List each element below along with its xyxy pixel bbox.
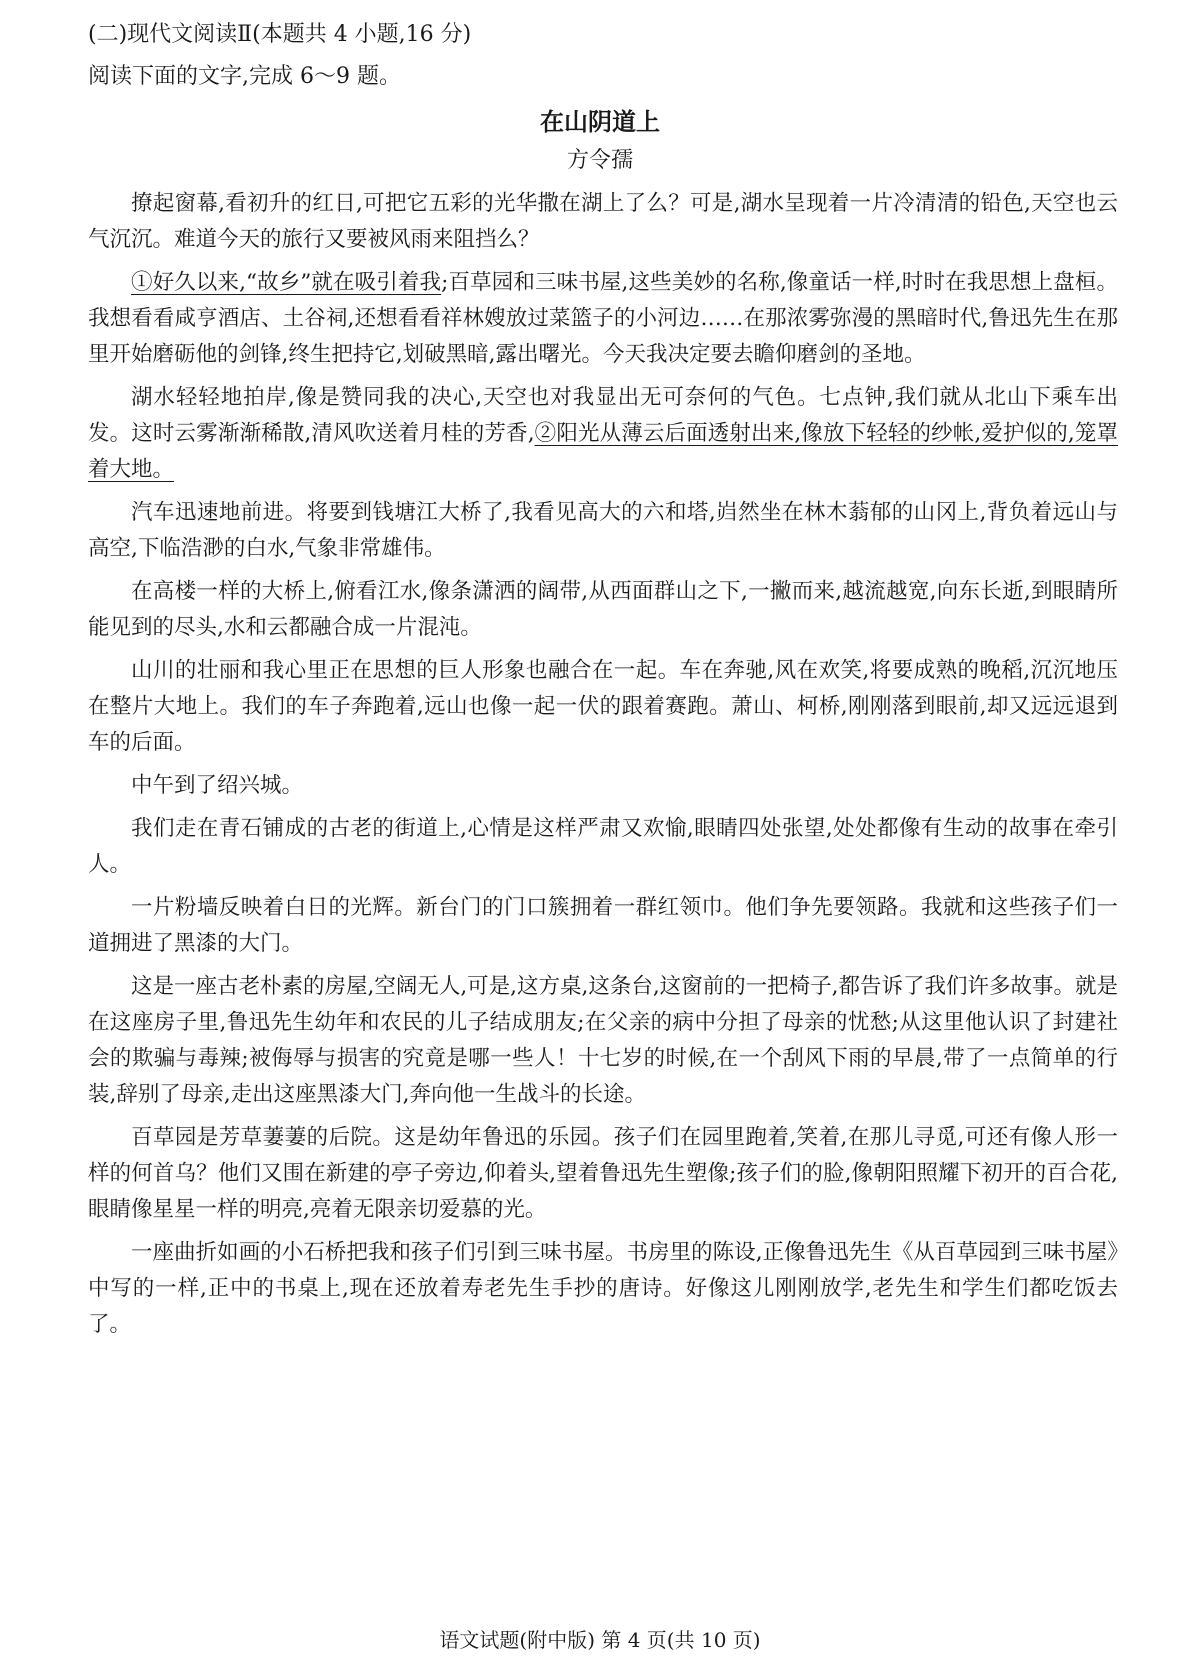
- marked-sentence-1: ①好久以来,“故乡”就在吸引着我: [131, 270, 442, 295]
- paragraph-3-text: 湖水轻轻地拍岸,像是赞同我的决心,天空也对我显出无可奈何的气色。七点钟,我们就从北山下乘车出发。这时云雾渐渐稀散,清风吹送着月桂的芳香,: [88, 385, 1118, 446]
- reading-instruction: 阅读下面的文字,完成 6～9 题。: [88, 64, 401, 89]
- paragraph-2: [88, 265, 1118, 373]
- paragraph-1: 撩起窗幕,看初升的红日,可把它五彩的光华撒在湖上了么？可是,湖水呈现着一片冷清清的铅色,天空也云气沉沉。难道今天的旅行又要被风雨来阻挡么？: [88, 191, 1118, 252]
- paragraph-11: 百草园是芳草萋萋的后院。这是幼年鲁迅的乐园。孩子们在园里跑着,笑着,在那儿寻觅,可还有像人形一样的何首乌？他们又围在新建的亭子旁边,仰着头,望着鲁迅先生塑像;孩子们的脸,像朝阳照耀下初开的百合花,眼睛像星星一样的明亮,亮着无限亲切爱慕的光。: [88, 1125, 1118, 1222]
- paragraph-6: 山川的壮丽和我心里正在思想的巨人形象也融合在一起。车在奔驰,风在欢笑,将要成熟的晚稻,沉沉地压在整片大地上。我们的车子奔跑着,远山也像一起一伏的跟着赛跑。萧山、柯桥,刚刚落到眼前,却又远远退到车的后面。: [88, 658, 1118, 755]
- paragraph-2-rest: ;百草园和三味书屋,这些美妙的名称,像童话一样,时时在我思想上盘桓。我想看看咸亨酒店、土谷祠,还想看看祥林嫂放过菜篮子的小河边……在那浓雾弥漫的黑暗时代,鲁迅先生在那里开始磨砺他的剑锋,终生把持它,划破黑暗,露出曙光。今天我决定要去瞻仰磨剑的圣地。: [88, 270, 1118, 367]
- paragraph-12: 一座曲折如画的小石桥把我和孩子们引到三味书屋。书房里的陈设,正像鲁迅先生《从百草园到三味书屋》中写的一样,正中的书桌上,现在还放着寿老先生手抄的唐诗。好像这儿刚刚放学,老先生和学生们都吃饭去了。: [88, 1240, 1118, 1337]
- paragraph-9: 一片粉墙反映着白日的光辉。新台门的门口簇拥着一群红领巾。他们争先要领路。我就和这些孩子们一道拥进了黑漆的大门。: [88, 895, 1118, 956]
- article-author: 方令孺: [566, 148, 633, 173]
- paragraph-4: 汽车迅速地前进。将要到钱塘江大桥了,我看见高大的六和塔,岿然坐在林木蓊郁的山冈上,背负着远山与高空,下临浩渺的白水,气象非常雄伟。: [88, 500, 1118, 561]
- page-footer: 语文试题(附中版) 第 4 页(共 10 页): [439, 1628, 761, 1652]
- paragraph-10: 这是一座古老朴素的房屋,空阔无人,可是,这方桌,这条台,这窗前的一把椅子,都告诉了我们许多故事。就是在这座房子里,鲁迅先生幼年和农民的儿子结成朋友;在父亲的病中分担了母亲的忧愁;从这里他认识了封建社会的欺骗与毒辣;被侮辱与损害的究竟是哪一些人！十七岁的时候,在一个刮风下雨的早晨,带了一点简单的行装,辞别了母亲,走出这座黑漆大门,奔向他一生战斗的长途。: [88, 974, 1119, 1107]
- paragraph-7: 中午到了绍兴城。: [131, 773, 304, 798]
- article-body: [88, 186, 1118, 1350]
- marked-sentence-2: ②阳光从薄云后面透射出来,像放下轻轻的纱帐,爱护似的,笼罩着大地。: [88, 421, 1119, 482]
- paragraph-3: [88, 380, 1118, 488]
- section-heading: (二)现代文阅读Ⅱ(本题共 4 小题,16 分): [88, 22, 472, 47]
- paragraph-8: 我们走在青石铺成的古老的街道上,心情是这样严肃又欢愉,眼睛四处张望,处处都像有生动的故事在牵引人。: [88, 816, 1118, 877]
- article-title: 在山阴道上: [540, 108, 660, 136]
- paragraph-5: 在高楼一样的大桥上,俯看江水,像条潇洒的阔带,从西面群山之下,一撇而来,越流越宽,向东长逝,到眼睛所能见到的尽头,水和云都融合成一片混沌。: [88, 579, 1118, 640]
